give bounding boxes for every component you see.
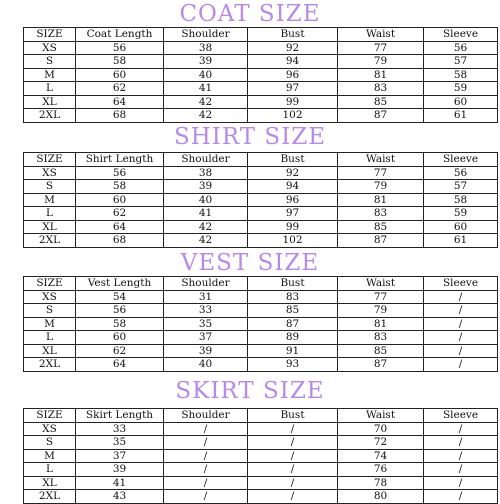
table-row <box>24 290 498 304</box>
coat-size-table <box>23 27 498 123</box>
column-header: Sleeve <box>424 409 498 423</box>
measurement-cell: / <box>164 463 248 477</box>
measurement-cell: 85 <box>338 95 424 109</box>
measurement-cell: 68 <box>76 109 164 123</box>
measurement-cell: / <box>164 490 248 504</box>
header-row <box>24 28 498 42</box>
measurement-cell: / <box>424 344 498 358</box>
measurement-cell: / <box>424 449 498 463</box>
measurement-cell: 92 <box>248 41 338 55</box>
size-label-cell: XL <box>24 220 76 234</box>
measurement-cell: / <box>164 436 248 450</box>
size-label-cell: XL <box>24 476 76 490</box>
measurement-cell: 42 <box>164 95 248 109</box>
column-header: Bust <box>248 28 338 42</box>
measurement-cell: 97 <box>248 207 338 221</box>
column-header: Shoulder <box>164 409 248 423</box>
measurement-cell: 72 <box>338 436 424 450</box>
size-label-cell: L <box>24 463 76 477</box>
measurement-cell: 41 <box>164 82 248 96</box>
measurement-cell: 56 <box>424 166 498 180</box>
measurement-cell: 38 <box>164 41 248 55</box>
table-row <box>24 463 498 477</box>
size-label-cell: L <box>24 82 76 96</box>
measurement-cell: / <box>424 290 498 304</box>
measurement-cell: 102 <box>248 109 338 123</box>
measurement-cell: / <box>248 490 338 504</box>
measurement-cell: 54 <box>76 290 164 304</box>
measurement-cell: 56 <box>76 304 164 318</box>
measurement-cell: 79 <box>338 55 424 69</box>
column-header: Waist <box>338 409 424 423</box>
size-label-cell: XS <box>24 422 76 436</box>
measurement-cell: 87 <box>338 109 424 123</box>
size-label-cell: 2XL <box>24 109 76 123</box>
shirt-size-table <box>23 152 498 248</box>
measurement-cell: / <box>248 449 338 463</box>
skirt-size-table <box>23 408 498 504</box>
measurement-cell: 41 <box>76 476 164 490</box>
vest-size-title: VEST SIZE <box>180 250 320 276</box>
measurement-cell: / <box>248 422 338 436</box>
measurement-cell: / <box>164 422 248 436</box>
measurement-cell: 60 <box>424 220 498 234</box>
measurement-cell: 93 <box>248 358 338 372</box>
measurement-cell: 38 <box>164 166 248 180</box>
measurement-cell: 57 <box>424 55 498 69</box>
table-row <box>24 68 498 82</box>
column-header: Bust <box>248 409 338 423</box>
column-header: Vest Length <box>76 277 164 291</box>
measurement-cell: 96 <box>248 193 338 207</box>
table-row <box>24 234 498 248</box>
measurement-cell: 58 <box>424 68 498 82</box>
measurement-cell: 59 <box>424 207 498 221</box>
measurement-cell: 40 <box>164 68 248 82</box>
measurement-cell: 39 <box>164 180 248 194</box>
measurement-cell: / <box>248 463 338 477</box>
measurement-cell: 58 <box>76 55 164 69</box>
table-row <box>24 304 498 318</box>
measurement-cell: 40 <box>164 358 248 372</box>
measurement-cell: 35 <box>76 436 164 450</box>
measurement-cell: 62 <box>76 207 164 221</box>
measurement-cell: 81 <box>338 317 424 331</box>
measurement-cell: 56 <box>76 41 164 55</box>
size-label-cell: S <box>24 55 76 69</box>
size-label-cell: L <box>24 331 76 345</box>
measurement-cell: 57 <box>424 180 498 194</box>
size-label-cell: XS <box>24 41 76 55</box>
shirt-size-title: SHIRT SIZE <box>173 124 327 150</box>
measurement-cell: 56 <box>424 41 498 55</box>
measurement-cell: 58 <box>424 193 498 207</box>
measurement-cell: 87 <box>338 358 424 372</box>
measurement-cell: 94 <box>248 55 338 69</box>
size-label-cell: XL <box>24 344 76 358</box>
measurement-cell: 83 <box>338 82 424 96</box>
table-row <box>24 207 498 221</box>
size-label-cell: S <box>24 304 76 318</box>
column-header: Sleeve <box>424 153 498 167</box>
measurement-cell: 79 <box>338 304 424 318</box>
measurement-cell: 61 <box>424 234 498 248</box>
table-row <box>24 55 498 69</box>
measurement-cell: 77 <box>338 290 424 304</box>
column-header: Coat Length <box>76 28 164 42</box>
measurement-cell: 94 <box>248 180 338 194</box>
size-label-cell: M <box>24 449 76 463</box>
column-header: Shoulder <box>164 153 248 167</box>
size-label-cell: S <box>24 436 76 450</box>
measurement-cell: 87 <box>338 234 424 248</box>
size-label-cell: S <box>24 180 76 194</box>
measurement-cell: / <box>424 436 498 450</box>
table-row <box>24 193 498 207</box>
measurement-cell: 92 <box>248 166 338 180</box>
table-row <box>24 422 498 436</box>
column-header: Sleeve <box>424 28 498 42</box>
measurement-cell: 31 <box>164 290 248 304</box>
measurement-cell: 43 <box>76 490 164 504</box>
measurement-cell: / <box>248 436 338 450</box>
measurement-cell: 60 <box>76 331 164 345</box>
column-header: Waist <box>338 153 424 167</box>
table-row <box>24 166 498 180</box>
column-header: Bust <box>248 153 338 167</box>
measurement-cell: 33 <box>76 422 164 436</box>
table-row <box>24 331 498 345</box>
measurement-cell: 61 <box>424 109 498 123</box>
table-row <box>24 490 498 504</box>
vest-size-table <box>23 276 498 372</box>
measurement-cell: 74 <box>338 449 424 463</box>
measurement-cell: 96 <box>248 68 338 82</box>
measurement-cell: 42 <box>164 109 248 123</box>
measurement-cell: 41 <box>164 207 248 221</box>
measurement-cell: 39 <box>164 344 248 358</box>
column-header: Sleeve <box>424 277 498 291</box>
measurement-cell: 81 <box>338 68 424 82</box>
measurement-cell: 79 <box>338 180 424 194</box>
table-row <box>24 358 498 372</box>
measurement-cell: / <box>424 358 498 372</box>
size-label-cell: L <box>24 207 76 221</box>
measurement-cell: 64 <box>76 95 164 109</box>
column-header: Skirt Length <box>76 409 164 423</box>
measurement-cell: 85 <box>338 344 424 358</box>
table-row <box>24 449 498 463</box>
measurement-cell: 83 <box>338 207 424 221</box>
size-label-cell: 2XL <box>24 490 76 504</box>
measurement-cell: / <box>424 490 498 504</box>
measurement-cell: 56 <box>76 166 164 180</box>
measurement-cell: 60 <box>76 68 164 82</box>
measurement-cell: 42 <box>164 220 248 234</box>
size-label-cell: XS <box>24 290 76 304</box>
measurement-cell: / <box>424 422 498 436</box>
measurement-cell: 60 <box>76 193 164 207</box>
table-row <box>24 95 498 109</box>
measurement-cell: 83 <box>248 290 338 304</box>
measurement-cell: / <box>248 476 338 490</box>
measurement-cell: / <box>164 449 248 463</box>
table-row <box>24 436 498 450</box>
coat-size-title: COAT SIZE <box>179 1 321 27</box>
skirt-size-title: SKIRT SIZE <box>175 378 325 404</box>
measurement-cell: / <box>424 331 498 345</box>
measurement-cell: 77 <box>338 166 424 180</box>
table-row <box>24 476 498 490</box>
table-row <box>24 180 498 194</box>
measurement-cell: 89 <box>248 331 338 345</box>
measurement-cell: / <box>424 317 498 331</box>
column-header: SIZE <box>24 28 76 42</box>
header-row <box>24 409 498 423</box>
measurement-cell: 83 <box>338 331 424 345</box>
column-header: SIZE <box>24 277 76 291</box>
table-row <box>24 109 498 123</box>
size-label-cell: M <box>24 317 76 331</box>
column-header: SIZE <box>24 409 76 423</box>
size-label-cell: XL <box>24 95 76 109</box>
column-header: Bust <box>248 277 338 291</box>
measurement-cell: / <box>424 304 498 318</box>
measurement-cell: 64 <box>76 358 164 372</box>
column-header: Waist <box>338 28 424 42</box>
measurement-cell: 76 <box>338 463 424 477</box>
size-label-cell: 2XL <box>24 234 76 248</box>
table-row <box>24 344 498 358</box>
measurement-cell: 87 <box>248 317 338 331</box>
header-row <box>24 277 498 291</box>
table-row <box>24 317 498 331</box>
measurement-cell: 62 <box>76 344 164 358</box>
size-label-cell: M <box>24 68 76 82</box>
measurement-cell: 37 <box>76 449 164 463</box>
measurement-cell: 102 <box>248 234 338 248</box>
measurement-cell: 78 <box>338 476 424 490</box>
measurement-cell: 81 <box>338 193 424 207</box>
size-label-cell: XS <box>24 166 76 180</box>
measurement-cell: 77 <box>338 41 424 55</box>
column-header: Shirt Length <box>76 153 164 167</box>
measurement-cell: 58 <box>76 180 164 194</box>
measurement-cell: 35 <box>164 317 248 331</box>
measurement-cell: 85 <box>338 220 424 234</box>
measurement-cell: 99 <box>248 95 338 109</box>
header-row <box>24 153 498 167</box>
column-header: Shoulder <box>164 28 248 42</box>
measurement-cell: 80 <box>338 490 424 504</box>
size-label-cell: 2XL <box>24 358 76 372</box>
measurement-cell: / <box>424 476 498 490</box>
measurement-cell: 85 <box>248 304 338 318</box>
measurement-cell: 58 <box>76 317 164 331</box>
measurement-cell: 39 <box>76 463 164 477</box>
size-label-cell: M <box>24 193 76 207</box>
measurement-cell: 99 <box>248 220 338 234</box>
column-header: Shoulder <box>164 277 248 291</box>
measurement-cell: 40 <box>164 193 248 207</box>
table-row <box>24 82 498 96</box>
table-row <box>24 220 498 234</box>
measurement-cell: / <box>424 463 498 477</box>
measurement-cell: 62 <box>76 82 164 96</box>
measurement-cell: 97 <box>248 82 338 96</box>
table-row <box>24 41 498 55</box>
measurement-cell: 60 <box>424 95 498 109</box>
column-header: Waist <box>338 277 424 291</box>
measurement-cell: 37 <box>164 331 248 345</box>
column-header: SIZE <box>24 153 76 167</box>
measurement-cell: 64 <box>76 220 164 234</box>
measurement-cell: 42 <box>164 234 248 248</box>
measurement-cell: 68 <box>76 234 164 248</box>
measurement-cell: / <box>164 476 248 490</box>
measurement-cell: 59 <box>424 82 498 96</box>
measurement-cell: 39 <box>164 55 248 69</box>
measurement-cell: 91 <box>248 344 338 358</box>
measurement-cell: 70 <box>338 422 424 436</box>
measurement-cell: 33 <box>164 304 248 318</box>
